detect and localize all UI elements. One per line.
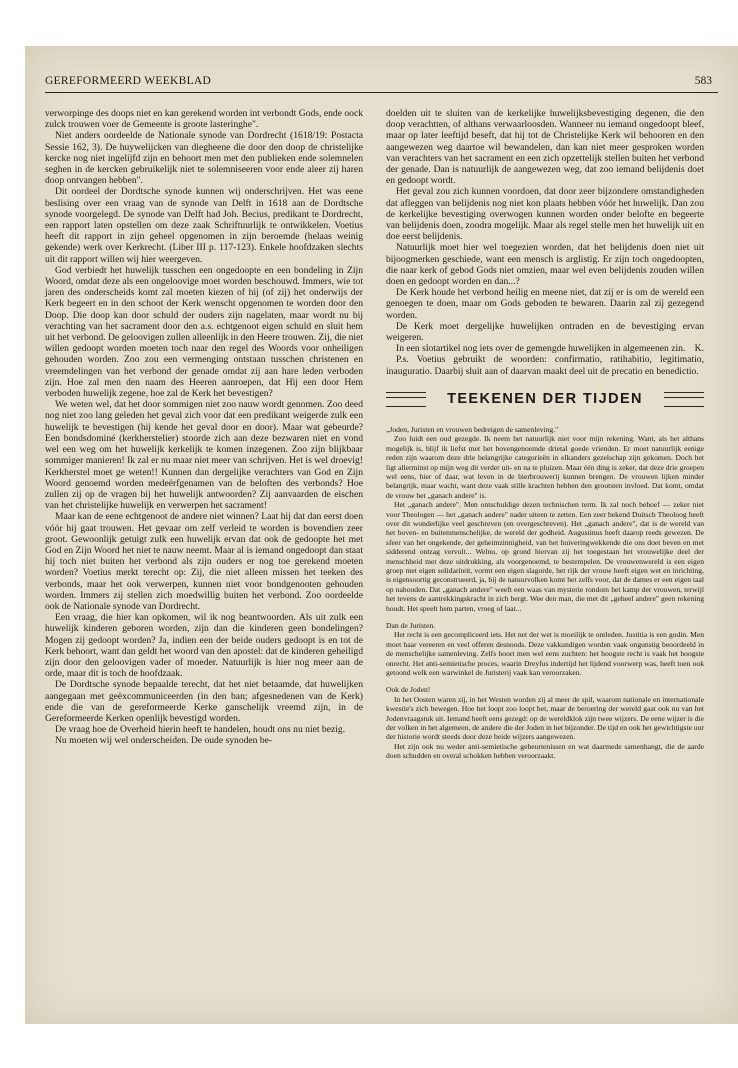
closing-line [386,343,704,354]
paragraph: De Dordtsche synode bepaalde terecht, dat het niet betaamde, dat huwelijken aangegaan met geëxcommuniceerden (in den ban; afgesnedenen van de Kerk) ende die van de gereformeerde Kerke ganschelijk vreemd zijn, in de Gereformeerde Kerken openlijk bevestigd worden. [45,679,363,724]
bottom-margin [0,1024,738,1068]
subheading-jews: Ook de Joden! [386,685,431,695]
postscript: P.s. Voetius gebruikt de woorden: confirmatio, ratihabitio, legitimatio, inauguratio. Daarbij sluit aan of daarvan maakt deel uit de precatio en benedictio. [386,354,704,377]
magazine-title: GEREFORMEERD WEEKBLAD [45,75,212,87]
paragraph: In het Oosten waren zij, in het Westen worden zij al meer de spil, waarom nationale en internationale kwestie's zich bewegen. Hoe het loopt zoo loopt het, maar de beroering der wereld gaat ook nu van het Jodenvraagstuk uit. Iemand heeft eens gezegd: op de wereldklok zijn twee wijzers. De eene wijzer is die der volken in het algemeen, de andere die der Joden in het bijzonder. De tijd en ook het gewichtigste uur der historie wordt steeds door deze beide wijzers aangewezen. [386,694,704,742]
paragraph: Het zijn ook nu weder anti-semietische gebeurtenissen en wat daarmede samenhangt, die de aarde doen schudden en overal schokken hebben veroorzaakt. [386,741,704,761]
quote-title: „Joden, Juristen en vrouwen bedreigen de samenleving." [386,424,559,434]
paragraph: doelden uit te sluiten van de kerkelijke huwelijksbevestiging degenen, die den doop verachtten, of althans verwaarloosden. Wanneer nu iemand ongedoopt bleef, maar op later leeftijd beseft, dat hij tot de Christelijke Kerk wil behooren en den aangewezen weg daartoe wil bewandelen, dan kan niet meer gesproken worden van verachters van het sacrament en een zich opzettelijk stellen buiten het verbond der genade. Dan is natuurlijk de aangewezen weg, dat zoo iemand belijdenis doet en gedoopt wordt. [386,108,704,187]
paragraph: Het geval zou zich kunnen voordoen, dat door zeer bijzondere omstandigheden dat afleggen van belijdenis nog niet kon plaats hebben vóór het huwelijk. Dan zou de kerkelijke bevestiging overwogen kunnen worden onder belofte en begeerte van belijdenis doen, zoodra mogelijk. Maar als regel stelle men het huwelijk uit en doe eerst belijdenis. [386,186,704,243]
paragraph: De Kerk moet dergelijke huwelijken ontraden en de bevestiging ervan weigeren. [386,320,704,344]
section-body [386,425,704,761]
section-title: TEEKENEN DER TIJDEN [447,390,643,407]
top-margin [0,0,738,46]
paragraph: Maar kan de eene echtgenoot de andere niet winnen? Laat hij dat dan eerst doen vóór hij gaat trouwen. Het gevaar om zelf verleid te worden is bovendien zeer groot. Gewoonlijk getuigt zulk een huwelijk ervan dat ook de gedoopte het met God en Zijn Woord het niet te nauw neemt. Maar al is iemand ongedoopt dan staat hij toch niet buiten het verbond als zijn ouders er nog toe gerekend moeten worden? Voetius merkt terecht op: Zij, die niet alleen missen het teeken des verbonds, maar het ook verwerpen, kunnen niet voor bondgenooten gehouden worden. Immers zij stellen zich moedwillig buiten het verbond. Zoo oordeelde ook de Nationale synode van Dordrecht. [45,511,363,612]
paragraph: Zoo luidt een oud gezegde. Ik neem het natuurlijk niet voor mijn rekening. Want, als het althans mogelijk is, blijf ik liefst met het bovengenoemde drietal goede vrienden. Er moet natuurlijk eenige reden zijn waarom deze drie belangrijke categorieën in elkanders gezelschap zijn gekomen. Doch het ligt allerminst op mijn weg dit verder uit- en na te pluizen. Maar één ding is zeker, dat deze drie groepen wel eens, hier of daar, wat leven in de bierbrouwerij kunnen brengen. De vrouwen lijken minder belangrijk, maar wacht, want deze vaak stille krachten hebben den grootsten invloed. Dat komt, omdat de vrouw het „ganach andere" is. [386,434,704,500]
paragraph: Dit oordeel der Dordtsche synode kunnen wij onderschrijven. Het was eene beslising over een vraag van de synode van Delft in 1618 aan de Dordtsche synode voorgelegd. De synode van Delft had Joh. Becius, predikant te Dordrecht, een rapport laten opstellen om deze zaak Schriftuurlijk te ontwikkelen. Voetius heeft dit rapport in zijn geheel opgenomen in zijn beroemde (helaas weinig gekende) werk over Kerkrecht. (Liber III p. 117-123). Enkele hoofdzaken slechts uit dit rapport willen wij hier weergeven. [45,186,363,265]
paragraph: In een slotartikel nog iets over de gemengde huwelijken in algemeenen zin. [396,343,686,355]
paragraph: De vraag hoe de Overheid hierin heeft te handelen, houdt ons nu niet bezig. [55,724,346,736]
page-number: 583 [694,75,712,87]
paragraph: God verbiedt het huwelijk tusschen een ongedoopte en een bondeling in Zijn Woord, omdat deze als een ongeloovige moet worden beschouwd. Immers, wie tot jaren des onderscheids komt zal moeten kiezen of hij (of zij) het onderwijs der Kerk begeert en in den schoot der Kerk wenscht opgenomen te worden door den Doop. Die doop kan door schuld der ouders zijn nagelaten, maar wordt nu bij verachting van het sacrament door den a.s. echtgenoot eigen schuld en sluit hem uit het verbond. De geloovigen zullen alleenlijk in den Heere trouwen. Zij, die niet willen gedoopt worden moeten toch naar den regel des Woords voor onheiligen gehouden worden. Zoo zou een vermenging ontstaan tusschen christenen en vreemdelingen van het verbond der genade omdat zij aan hare leden verboden zijn. Hoe zal men den naam des Heeren aanroepen, dat Hij een door Hem verboden huwelijk zegene, hoe zal de Kerk het bevestigen? [45,264,363,400]
left-column [45,108,363,747]
paragraph: Niet anders oordeelde de Nationale synode van Dordrecht (1618/19: Postacta Sessie 162, 3). De huywelijcken van diegheene die door den doop de christelijke kercke nog niet ingelijfd zijn en behoort men met den publieken ende solemnelen seghen in de kercken gebruikelijk niet te solemniseeren voor ende aleer zij haren doop ontvangen hebben". [45,130,363,187]
magazine-page [25,46,738,1024]
paragraph: Nu moeten wij wel onderscheiden. De oude synoden be- [55,735,273,747]
paragraph: Het „ganach andere". Men ontschuldige dezen technischen term. Ik zal noch behoef — zeker niet voor Theologen — het „ganach andere" nader uiteen te zetten. Een zeer bekend Duitsch Theoloog heeft over dit wonderlijke veel geschreven (en overgeschreven). Het „ganach andere", dat is de wereld van het boven- en buitenmenschelijke, de wereld der godheid. Augustinus heeft daarop reeds gewezen. De sfeer van het ongekende, der geheimzinnigheid, van het huiveringwekkende die ons doet beven en met sidderend ontzag vervult... Welnu, op grond hiervan zij het toegestaan het vrouwelijke deel der menschheid met deze uitdrukking, als voorgenoemd, te bestempelen. De vrouwenwereld is een eigen groep met eigen solidariteit, vormt een eigen slagorde, het rijk der vrouw heeft eigen wet en inrichting, is eigensoortig geconstrueerd, ja, bij de natuurvolken komt het zelfs voor, dat de dames er een eigen taal op nahouden. Dat „ganach andere" weeft een waas van mysterie rondom het kamp der vrouwen, terwijl het tevens de aantrekkingskracht in zich bergt. Wee den man, die met dit „geheel andere" geen rekening houdt. Het speelt hem parten, vroeg of laat... [386,500,704,613]
paragraph: Het recht is een gecompliceerd iets. Het net der wet is moeilijk te ontleden. Justitia is een godin. Men moet haar vereeren en veel offeren desnoods. Deze vakkundigen worden vaak ongunstig beoordeeld in de menschelijke samenleving. Zelfs hoort men wel eens zuchten: het hoogste recht is vaak het hoogste onrecht. Het anti-semietische proces, waarin Dreyfus indertijd het lijdend voorwerp was, heeft toen ook getoond welk een warwinkel de Juristerij vaak kan veroorzaken. [386,630,704,678]
paragraph: Natuurlijk moet hier wel toegezien worden, dat het belijdenis doen niet uit bijoogmerken geschiede, want een mensch is arglistig. Er zijn toch ongedoopten, die naar kerk of gebod Gods niet omzien, maar wel even belijdenis zouden willen doen en gedoopt worden en dan...? [386,242,704,288]
header-rule [45,92,718,93]
section-banner [386,389,704,411]
running-header [45,74,718,94]
banner-rule-right [664,392,704,407]
paragraph: verworpinge des doops niet en kan gerekend worden int verbondt Gods, ende oock zulck trouwen voer de Gemeente is groote lasteringhe". [45,108,363,131]
subheading-jurists: Dan de Juristen. [386,621,436,630]
banner-rule-left [386,392,426,407]
paragraph: We weten wel, dat het door sommigen niet zoo nauw wordt genomen. Zoo deed nog niet zoo lang geleden het geval zich voor dat een predikant weigerde zulk een huwelijk te bevestigen (hij kende het geval door en door). Maar wat gebeurde? Een bondsdominé (kerkherstelier) stoorde zich aan deze bezwaren niet en vond wel een weg om het huwelijk kerkelijk te komen inzegenen. Zoo zijn blijkbaar sommiger manieren! Ik zal er nu maar niet meer van schrijven. Het is wel droevig! Kerkherstel moet ge weten!! Kunnen dan dergelijke verachters van God en Zijn Woord genoemd worden medeërfgenamen van de beloften des verbonds? Hoe zullen zij op de vragen bij het huwelijk antwoorden? Zij aanvaarden de eischen van het christelijke huwelijk en verwerpen het sacrament! [45,399,363,512]
paragraph: De Kerk houde het verbond heilig en meene niet, dat zij er is om de wereld een genoegen te doen, maar om Gods geboden te bewaren. Daarin zal zij gezegend worden. [386,287,704,321]
paragraph: Een vraag, die hier kan opkomen, wil ik nog beantwoorden. Als uit zulk een huwelijk kinderen geboren worden, zijn dan die kinderen geen bondelingen? Mogen zij gedoopt worden? Ja, indien een der beide ouders gedoopt is en tot de Kerk behoort, want dan geldt het woord van den apostel: dat de kinderen geheiligd zijn door den geloovigen vader of moeder. Natuurlijk is hier nog meer aan de orde, maar dit is toch de hoofdzaak. [45,612,363,680]
author-signature: K. [694,343,704,355]
right-column [386,108,704,761]
